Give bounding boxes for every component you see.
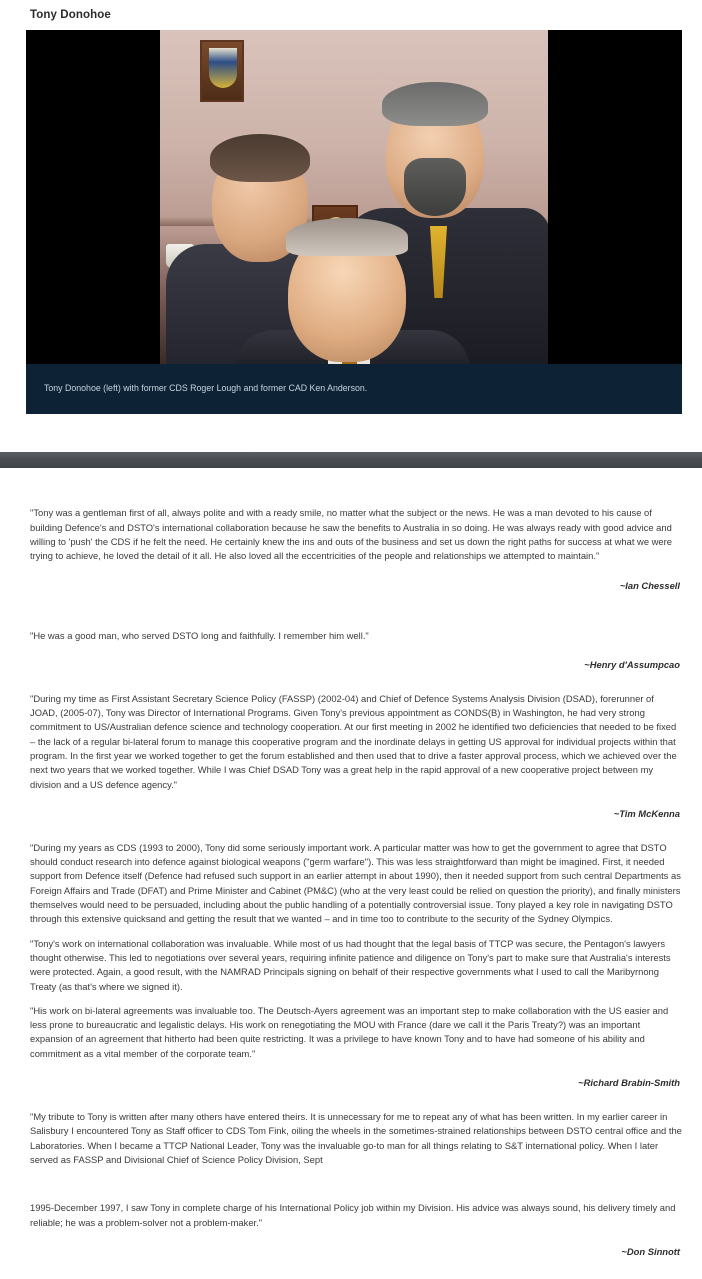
section-divider — [0, 452, 702, 468]
spacer — [30, 603, 682, 629]
tribute-paragraph: "He was a good man, who served DSTO long and faithfully. I remember him well." — [30, 629, 369, 641]
tribute-tim-mckenna — [30, 692, 682, 819]
tribute-paragraph: "Tony was a gentleman first of all, always polite and with a ready smile, no matter what the subject or the news. He was a man devoted to his cause of building Defence's and DSTO's international collaboration because he saw the benefits to Australia in so doing. He was always ready with good advice and willing to 'push' the CDS if he felt the need. He certainly knew the ins and outs of the business and set us down the right paths for success at what we were trying to achieve, he loved the detail of it all. He also loved all the eccentricities of the people and relationships we attempted to maintain." — [30, 507, 672, 562]
person-right-beard — [404, 158, 466, 216]
spacer — [30, 831, 682, 841]
tribute-attribution: ~Tim McKenna — [613, 807, 680, 819]
spacer — [30, 682, 682, 692]
wall-crest-icon — [200, 40, 244, 102]
photo-figure — [26, 30, 682, 414]
tribute-attribution: ~Richard Brabin-Smith — [578, 1077, 680, 1089]
page-title: Tony Donohoe — [30, 9, 111, 21]
tribute-paragraph: 1995-December 1997, I saw Tony in complete charge of his International Policy job within my Division. His advice was always sound, his delivery timely and reliable; he was a problem-solver not a problem-maker." — [30, 1202, 676, 1228]
tribute-paragraph: "His work on bi-lateral agreements was invaluable too. The Deutsch-Ayers agreement was an important step to make collaboration with the US easier and less prone to bureaucratic and legalistic delays. His work on renegotiating the MOU with France (dare we call it the Paris Treaty?) was an important expansion of an agreement that hitherto had been quite restricting. It was a privilege to have known Tony and to have had someone of his ability and commitment as a vital member of the corporate team." — [30, 1004, 669, 1059]
person-left-hair — [210, 134, 310, 182]
tribute-ian-chessell — [30, 506, 682, 590]
person-front-hair — [286, 218, 408, 256]
tributes-section — [0, 468, 702, 1279]
photograph — [26, 30, 682, 364]
tribute-don-sinnott-continued — [30, 1179, 682, 1257]
tribute-attribution: ~Henry d'Assumpcao — [584, 658, 680, 670]
tribute-attribution: ~Don Sinnott — [621, 1245, 680, 1257]
photograph-image — [160, 30, 548, 364]
tribute-paragraph: "My tribute to Tony is written after many others have entered theirs. It is unnecessary for me to repeat any of what has been written. In my earlier career in Salisbury I encountered Tony as Staff officer to CDS Tom Fink, oiling the wheels in the sometimes-strained relationships between DSTO central office and the Laboratories. When I became a TTCP National Leader, Tony was the invaluable go-to man for all things relating to S&T international policy. When I later served as FASSP and Divisional Chief of Science Policy Division, Sept — [30, 1111, 682, 1165]
tribute-paragraph: "During my time as First Assistant Secretary Science Policy (FASSP) (2002-04) and Chief of Defence Systems Analysis Division (DSAD), forerunner of JOAD, (2005-07), Tony was Director of International Programs. Given Tony's previous appointment as CONDS(B) in Washington, he had very strong commitment to US/Australian defence science and technology cooperation. At our first meeting in 2002 he identified two deficiencies that needed to be fixed – the lack of a regular bi-lateral forum to manage this cooperative program and the inordinate delays in getting US approval for individual projects within that program. In the first year we worked together to get the forum established and then used that to drive a faster approval process, which we achieved over the next two years that we worked together. While I was Chief DSAD Tony was a great help in the rapid approval of a new cooperative project between my division and a US defence agency." — [30, 692, 677, 790]
divider-bar — [0, 452, 702, 468]
tribute-attribution: ~Ian Chessell — [619, 579, 680, 591]
tribute-richard-brabin-smith — [30, 841, 682, 1088]
tribute-henry-dassumpcao — [30, 629, 682, 670]
person-right-hair — [382, 82, 488, 126]
spacer — [30, 1100, 682, 1110]
tribute-paragraph: "Tony's work on international collaboration was invaluable. While most of us had thought that the legal basis of TTCP was secure, the Pentagon's lawyers thought otherwise. This led to negotiations over several years, requiring infinite patience and diligence on Tony's part to make sure that Australia's interests were protected. Again, a good result, with the NAMRAD Principals signing on behalf of their respective governments what I used to call the Maribyrnong Treaty (as that's where we signed it). — [30, 937, 671, 992]
photo-caption: Tony Donohoe (left) with former CDS Roger Lough and former CAD Ken Anderson. — [26, 364, 682, 414]
tribute-paragraph: "During my years as CDS (1993 to 2000), Tony did some seriously important work. A particular matter was how to get the government to agree that DSTO should conduct research into defence against biological weapons ("germ warfare"). This was less straightforward than might be imagined. First, it needed support from Defence itself (Defence had refused such support in an earlier attempt in about 1990), then it needed support from such central Departments as Foreign Affairs and Trade (DFAT) and Prime Minister and Cabinet (PM&C) (who at the very least could be relied on question the priority), and finally ministers themselves would need to be persuaded, including about the public handling of a potentially controversial issue. Tony played a key role in navigating DSTO through this extensive quicksand and getting the result that we wanted – and in time too to contribute to the security of the Sydney Olympics. — [30, 841, 681, 925]
tribute-don-sinnott — [30, 1110, 682, 1167]
